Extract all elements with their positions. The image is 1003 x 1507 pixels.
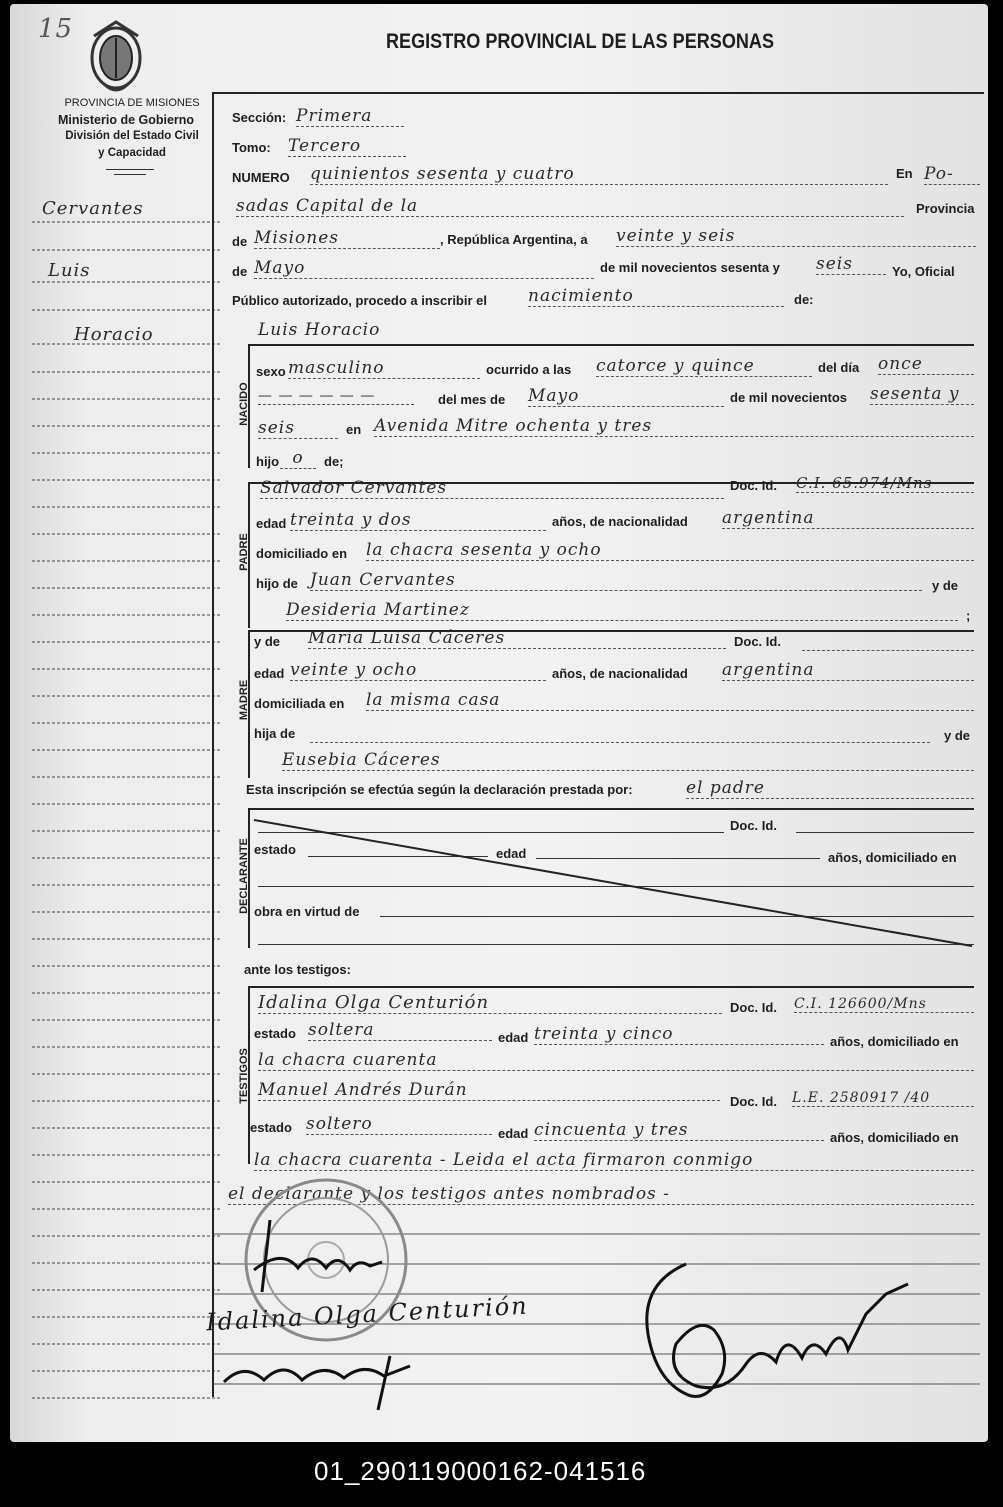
tomo-value: Tercero bbox=[288, 136, 406, 157]
testigo1-signature: Idalina Olga Centurión bbox=[205, 1291, 530, 1337]
provincia-label: Provincia bbox=[916, 201, 975, 216]
padre-section-label: PADRE bbox=[238, 533, 250, 571]
agency-capacity: y Capacidad bbox=[98, 147, 166, 159]
en-value: Po- bbox=[924, 164, 980, 185]
madre-padre-blank bbox=[310, 742, 930, 743]
anio-value: seis bbox=[816, 254, 886, 275]
declarante-obra-label: obra en virtud de bbox=[254, 904, 360, 919]
margin-ruled-lines bbox=[28, 194, 224, 1404]
del-dia-label: del día bbox=[818, 360, 860, 375]
testigo1-domicilio-value: la chacra cuarenta bbox=[258, 1050, 974, 1071]
sexo-value: masculino bbox=[288, 358, 480, 379]
padre-domicilio-value: la chacra sesenta y ocho bbox=[366, 540, 974, 561]
testigo2-name: Manuel Andrés Durán bbox=[258, 1080, 720, 1101]
madre-edad-label: edad bbox=[254, 666, 285, 681]
padre-nacionalidad-value: argentina bbox=[722, 508, 974, 529]
republica-label: , República Argentina, a bbox=[440, 232, 588, 247]
testigo2-doc-label: Doc. Id. bbox=[730, 1094, 777, 1109]
agency-ministry: Ministerio de Gobierno bbox=[57, 113, 195, 127]
declarante-section-label: DECLARANTE bbox=[238, 838, 250, 914]
agency-divider bbox=[106, 169, 154, 170]
mes-value: Mayo bbox=[254, 258, 594, 279]
mes-nacido-label: del mes de bbox=[438, 392, 506, 407]
madre-name: Maria Luisa Cáceres bbox=[308, 628, 726, 649]
testigo1-doc-label: Doc. Id. bbox=[730, 1000, 777, 1015]
madre-y-de-label: y de bbox=[254, 634, 281, 649]
acto-value: nacimiento bbox=[528, 286, 784, 307]
padre-edad-value: treinta y dos bbox=[290, 510, 546, 531]
official-signature bbox=[626, 1254, 926, 1414]
madre-madre-value: Eusebia Cáceres bbox=[282, 750, 974, 771]
testigo2-signature bbox=[214, 1342, 424, 1412]
numero-label: NUMERO bbox=[232, 170, 290, 185]
testigo1-edad-label: edad bbox=[498, 1030, 529, 1045]
madre-domicilio-value: la misma casa bbox=[366, 690, 974, 711]
nacido-name: Luis Horacio bbox=[258, 320, 381, 340]
margin-first-name: Luis bbox=[48, 260, 91, 281]
testigo2-domicilio-value: la chacra cuarenta - Leida el acta firmaron conmigo bbox=[254, 1150, 974, 1171]
main-top-border bbox=[214, 92, 984, 94]
testigos-top-rule bbox=[250, 986, 974, 988]
declaracion-value: el padre bbox=[686, 778, 974, 799]
padre-y-de-label: y de bbox=[932, 578, 959, 593]
padre-padre-value: Juan Cervantes bbox=[310, 570, 922, 591]
declarante-edad-label: edad bbox=[496, 846, 527, 861]
anio-nacido-label: de mil novecientos bbox=[730, 390, 848, 405]
declaracion-label: Esta inscripción se efectúa según la declaración prestada por: bbox=[246, 782, 633, 797]
document-page bbox=[10, 4, 988, 1442]
testigo1-doc-value: C.I. 126600/Mns bbox=[794, 996, 974, 1013]
padre-hijo-label: hijo de bbox=[256, 576, 298, 591]
testigo1-edad-value: treinta y cinco bbox=[534, 1024, 824, 1045]
madre-nac-label: años, de nacionalidad bbox=[552, 666, 688, 681]
dia-value: veinte y seis bbox=[616, 226, 976, 247]
image-caption: 01_290119000162-041516 bbox=[314, 1456, 647, 1486]
dia-nacido-value: once bbox=[878, 354, 974, 375]
testigo2-estado-value: soltero bbox=[306, 1114, 492, 1135]
testigo1-name: Idalina Olga Centurión bbox=[258, 992, 722, 1014]
hijo-label: hijo bbox=[256, 454, 280, 469]
testigo1-dom-label: años, domiciliado en bbox=[830, 1034, 959, 1049]
cierre-text: el declarante y los testigos antes nombrados - bbox=[228, 1184, 974, 1205]
anio-nacido-value-2: seis bbox=[258, 418, 338, 439]
padre-doc-value: C.I. 65.974/Mns bbox=[796, 474, 974, 493]
de-label: de bbox=[232, 234, 248, 249]
testigo2-edad-label: edad bbox=[498, 1126, 529, 1141]
madre-doc-label: Doc. Id. bbox=[734, 634, 781, 649]
margin-surname: Cervantes bbox=[42, 198, 144, 219]
publico-label: Público autorizado, procedo a inscribir el bbox=[232, 293, 487, 308]
tomo-label: Tomo: bbox=[232, 140, 271, 155]
anio-label: de mil novecientos sesenta y bbox=[600, 260, 780, 275]
annulment-strike-line bbox=[250, 810, 976, 950]
declarante-signature bbox=[242, 1210, 392, 1300]
padre-name: Salvador Cervantes bbox=[260, 478, 724, 499]
padre-edad-label: edad bbox=[256, 516, 287, 531]
anio-nacido-value-1: sesenta y bbox=[870, 384, 974, 405]
testigo2-edad-value: cincuenta y tres bbox=[534, 1120, 824, 1141]
madre-doc-blank bbox=[802, 650, 974, 651]
declarante-dom-label: años, domiciliado en bbox=[828, 850, 957, 865]
numero-value: quinientos sesenta y cuatro bbox=[310, 164, 888, 185]
en-label: En bbox=[896, 166, 913, 181]
madre-section-label: MADRE bbox=[238, 679, 250, 721]
madre-hija-label: hija de bbox=[254, 726, 296, 741]
padre-semicolon: ; bbox=[966, 608, 971, 623]
madre-y-de-label-2: y de bbox=[944, 728, 971, 743]
testigo2-dom-label: años, domiciliado en bbox=[830, 1130, 959, 1145]
mes-nacido-value: Mayo bbox=[528, 386, 724, 407]
provincia-value: Misiones bbox=[254, 228, 440, 249]
main-left-border bbox=[212, 92, 214, 1397]
de-colon-label: de: bbox=[794, 292, 814, 307]
testigo1-estado-label: estado bbox=[254, 1026, 296, 1041]
padre-dom-label: domiciliado en bbox=[256, 546, 348, 561]
padre-madre-value: Desideria Martinez bbox=[286, 600, 958, 621]
testigos-intro: ante los testigos: bbox=[244, 962, 351, 977]
nacido-top-rule bbox=[250, 344, 974, 346]
declarante-estado-label: estado bbox=[254, 842, 296, 857]
oficial-label: Yo, Oficial bbox=[892, 264, 955, 279]
margin-second-name: Horacio bbox=[74, 324, 154, 345]
dia-dashes: — — — — — — bbox=[258, 388, 414, 405]
ocurrido-label: ocurrido a las bbox=[486, 362, 572, 377]
declarante-doc-label: Doc. Id. bbox=[730, 818, 777, 833]
image-caption-bar bbox=[0, 1448, 1003, 1507]
madre-dom-label: domiciliada en bbox=[254, 696, 345, 711]
sexo-label: sexo bbox=[256, 364, 286, 379]
padre-doc-label: Doc. Id. bbox=[730, 478, 777, 493]
de-label-2: de bbox=[232, 264, 248, 279]
agency-divider-short bbox=[114, 174, 146, 175]
madre-nacionalidad-value: argentina bbox=[722, 660, 974, 681]
en-lugar-label: en bbox=[346, 422, 362, 437]
testigo1-estado-value: soltera bbox=[308, 1020, 492, 1041]
madre-edad-value: veinte y ocho bbox=[290, 660, 546, 681]
seccion-label: Sección: bbox=[232, 110, 287, 125]
corner-mark: 15 bbox=[38, 14, 74, 44]
testigo2-doc-value: L.E. 2580917 /40 bbox=[792, 1090, 974, 1107]
agency-division: División del Estado Civil bbox=[65, 130, 199, 142]
agency-province: PROVINCIA DE MISIONES bbox=[64, 97, 200, 109]
nacido-section-label: NACIDO bbox=[238, 382, 250, 426]
hijo-suffix: o bbox=[280, 448, 316, 469]
lugar-value: Avenida Mitre ochenta y tres bbox=[374, 416, 974, 437]
testigo2-estado-label: estado bbox=[250, 1120, 292, 1135]
testigos-section-label: TESTIGOS bbox=[238, 1048, 250, 1104]
document-title: REGISTRO PROVINCIAL DE LAS PERSONAS bbox=[386, 30, 775, 53]
ciudad-value: sadas Capital de la bbox=[236, 196, 904, 217]
hora-value: catorce y quince bbox=[596, 356, 812, 377]
hijo-de-label: de; bbox=[324, 454, 344, 469]
seccion-value: Primera bbox=[296, 106, 404, 127]
padre-nac-label: años, de nacionalidad bbox=[552, 514, 688, 529]
coat-of-arms-seal bbox=[76, 14, 156, 98]
